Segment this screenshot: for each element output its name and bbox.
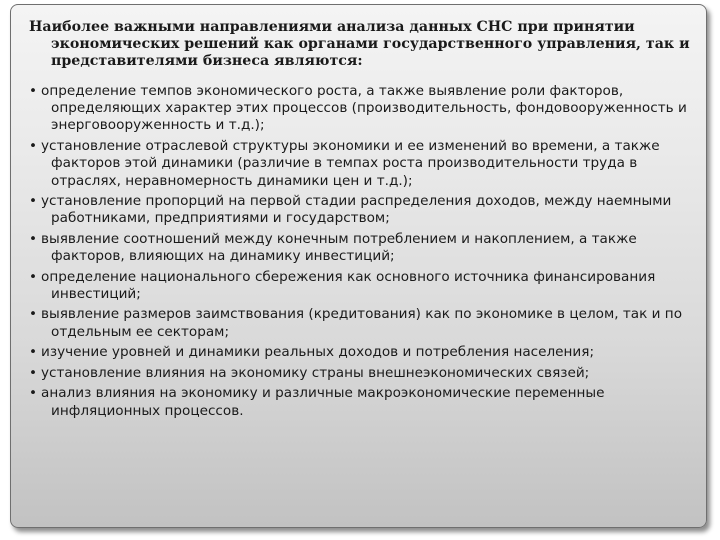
bullet-icon: • [29, 364, 38, 381]
list-item-text: установление пропорций на первой стадии распределения доходов, между наемными работниками, предприятиями и государством; [41, 193, 672, 227]
list-item-text: определение темпов экономического роста, а также выявление роли факторов, определяющих характер этих процессов (производительность, фондовооруженность и энерговооруженность и т.д.); [41, 82, 687, 134]
list-item [29, 306, 699, 341]
bullet-icon: • [29, 193, 38, 210]
bullet-icon: • [29, 344, 38, 361]
content-panel [10, 4, 707, 528]
bullet-icon: • [29, 137, 38, 154]
list-item-text: изучение уровней и динамики реальных доходов и потребления населения; [41, 344, 595, 361]
list-item-text: установление отраслевой структуры экономики и ее изменений во времени, а также факторов этой динамики (различие в темпах роста производительности труда в отраслях, неравномерность динамики цен и т.д.); [41, 137, 660, 189]
list-item-text: выявление соотношений между конечным потреблением и накоплением, а также факторов, влияющих на динамику инвестиций; [41, 230, 637, 265]
text-content [29, 19, 699, 423]
bullet-icon: • [29, 385, 38, 402]
list-item-text: выявление размеров заимствования (кредитования) как по экономике в целом, так и по отдельным ее секторам; [41, 306, 683, 340]
slide-heading: Наиболее важными направлениями анализа данных СНС при принятии экономических решений как органами государственного управления, так и представителями бизнеса являются: [29, 19, 690, 70]
list-item [29, 365, 699, 382]
list-item [29, 344, 699, 361]
bullet-icon: • [29, 306, 38, 323]
list-item [29, 231, 699, 266]
bullet-icon: • [29, 82, 38, 99]
bullet-icon: • [29, 230, 38, 247]
list-item [29, 193, 699, 228]
list-item-text: определение национального сбережения как основного источника финансирования инвестиций; [41, 268, 656, 303]
bullet-list [29, 83, 699, 420]
list-item-text: установление влияния на экономику страны внешнеэкономических связей; [41, 364, 590, 381]
list-item [29, 269, 699, 304]
bullet-icon: • [29, 268, 38, 285]
list-item [29, 83, 699, 135]
list-item-text: анализ влияния на экономику и различные макроэкономические переменные инфляционных процессов. [41, 385, 605, 419]
list-item [29, 385, 699, 420]
list-item [29, 138, 699, 190]
